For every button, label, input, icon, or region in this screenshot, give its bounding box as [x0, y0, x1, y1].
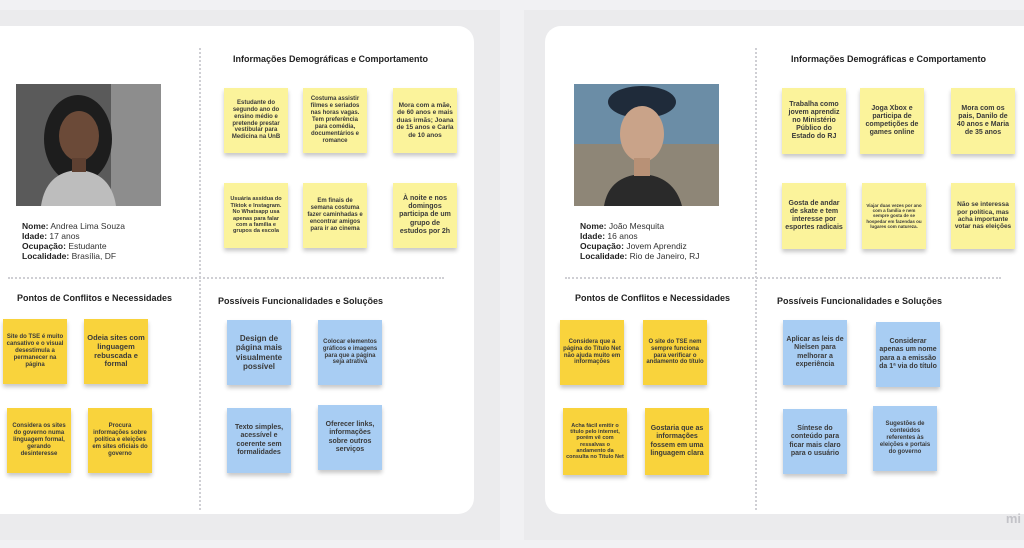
- sticky-note[interactable]: Considera que a página do Título Net não ajuda muito em informações: [560, 320, 624, 385]
- profile-value: Jovem Aprendiz: [626, 241, 687, 251]
- watermark-logo: mi: [1005, 511, 1021, 526]
- right-vertical-divider: [755, 48, 757, 510]
- sticky-note[interactable]: Odeia sites com linguagem rebuscada e formal: [84, 319, 148, 384]
- sticky-note[interactable]: Joga Xbox e participa de competições de games online: [860, 88, 924, 154]
- sticky-note[interactable]: Acha fácil emitir o título pelo internet, porém vê com ressalvas o andamento da consulta no Título Net: [563, 408, 627, 475]
- profile-row: Localidade: Rio de Janeiro, RJ: [580, 251, 700, 261]
- sticky-note[interactable]: Não se interessa por política, mas acha importante votar nas eleições: [951, 183, 1015, 249]
- left-horizontal-divider: [8, 277, 444, 279]
- profile-row: Nome: João Mesquita: [580, 221, 665, 231]
- sticky-note[interactable]: Gostaria que as informações fossem em uma linguagem clara: [645, 408, 709, 475]
- profile-label: Nome: [580, 221, 604, 231]
- sticky-note[interactable]: Texto simples, acessível e coerente sem formalidades: [227, 408, 291, 473]
- profile-value: Estudante: [68, 241, 107, 251]
- profile-row: Ocupação: Estudante: [22, 241, 107, 251]
- profile-row: Ocupação: Jovem Aprendiz: [580, 241, 687, 251]
- profile-value: Brasília, DF: [71, 251, 117, 261]
- right-demo-title: Informações Demográficas e Comportamento: [791, 54, 987, 64]
- sticky-note[interactable]: Mora com a mãe, de 60 anos e mais duas irmãs; Joana de 15 anos e Carla de 10 anos: [393, 88, 457, 153]
- sticky-note[interactable]: Viajar duas vezes por ano com a família e nem sempre gosta de se hospedar em fazendas ou lugares com natureza.: [862, 183, 926, 249]
- right-profile-info: [580, 221, 700, 261]
- left-conflicts-title: Pontos de Conflitos e Necessidades: [17, 293, 173, 303]
- profile-label: Idade: [22, 231, 45, 241]
- profile-label: Localidade: [580, 251, 625, 261]
- sticky-note[interactable]: Design de página mais visualmente possível: [227, 320, 291, 385]
- left-persona-photo: [16, 84, 161, 206]
- left-profile-info: [22, 221, 125, 261]
- sticky-note[interactable]: Mora com os pais, Danilo de 40 anos e Maria de 35 anos: [951, 88, 1015, 154]
- profile-row: Nome: Andrea Lima Souza: [22, 221, 126, 231]
- profile-value: Rio de Janeiro, RJ: [629, 251, 700, 261]
- sticky-note[interactable]: Sugestões de conteúdos referentes às eleições e portais do governo: [873, 406, 937, 471]
- profile-value: 17 anos: [49, 231, 80, 241]
- left-features-title: Possíveis Funcionalidades e Soluções: [218, 296, 384, 306]
- sticky-note[interactable]: Em finais de semana costuma fazer caminhadas e encontrar amigos para ir ao cinema: [303, 183, 367, 248]
- left-demo-title: Informações Demográficas e Comportamento: [233, 54, 429, 64]
- right-horizontal-divider: [565, 277, 1001, 279]
- sticky-note[interactable]: Site do TSE é muito cansativo e o visual desestimula a permanecer na página: [3, 319, 67, 384]
- sticky-note[interactable]: Considerar apenas um nome para a a emissão da 1ª via do título: [876, 322, 940, 387]
- sticky-note[interactable]: Colocar elementos gráficos e imagens para que a página seja atrativa: [318, 320, 382, 385]
- profile-row: Localidade: Brasília, DF: [22, 251, 117, 261]
- profile-label: Idade: [580, 231, 603, 241]
- sticky-note[interactable]: Usuária assídua do Tiktok e Instagram. No Whatsapp usa apenas para falar com a família e grupos da escola: [224, 183, 288, 248]
- sticky-note[interactable]: Considera os sites do governo numa linguagem formal, gerando desinteresse: [7, 408, 71, 473]
- profile-label: Ocupação: [22, 241, 64, 251]
- right-conflicts-title: Pontos de Conflitos e Necessidades: [575, 293, 731, 303]
- sticky-note[interactable]: À noite e nos domingos participa de um grupo de estudos por 2h: [393, 183, 457, 248]
- right-features-title: Possíveis Funcionalidades e Soluções: [777, 296, 943, 306]
- sticky-note[interactable]: O site do TSE nem sempre funciona para verificar o andamento do título: [643, 320, 707, 385]
- left-vertical-divider: [199, 48, 201, 510]
- sticky-note[interactable]: Gosta de andar de skate e tem interesse por esportes radicais: [782, 183, 846, 249]
- sticky-note[interactable]: Síntese do conteúdo para ficar mais claro para o usuário: [783, 409, 847, 474]
- right-persona-photo: [574, 84, 719, 206]
- profile-row: Idade: 16 anos: [580, 231, 638, 241]
- profile-label: Nome: [22, 221, 46, 231]
- sticky-note[interactable]: Aplicar as leis de Nielsen para melhorar a experiência: [783, 320, 847, 385]
- profile-value: 16 anos: [607, 231, 638, 241]
- sticky-note[interactable]: Oferecer links, informações sobre outros serviços: [318, 405, 382, 470]
- sticky-note[interactable]: Costuma assistir filmes e seriados nas horas vagas. Tem preferência para comédia, documentários e romance: [303, 88, 367, 153]
- sticky-note[interactable]: Trabalha como jovem aprendiz no Ministério Público do Estado do RJ: [782, 88, 846, 154]
- profile-row: Idade: 17 anos: [22, 231, 80, 241]
- sticky-note[interactable]: Procura informações sobre política e eleições em sites oficiais do governo: [88, 408, 152, 473]
- profile-label: Ocupação: [580, 241, 622, 251]
- profile-value: João Mesquita: [608, 221, 665, 231]
- sticky-note[interactable]: Estudante do segundo ano do ensino médio e pretende prestar vestibular para Medicina na UnB: [224, 88, 288, 153]
- profile-label: Localidade: [22, 251, 67, 261]
- profile-value: Andrea Lima Souza: [50, 221, 126, 231]
